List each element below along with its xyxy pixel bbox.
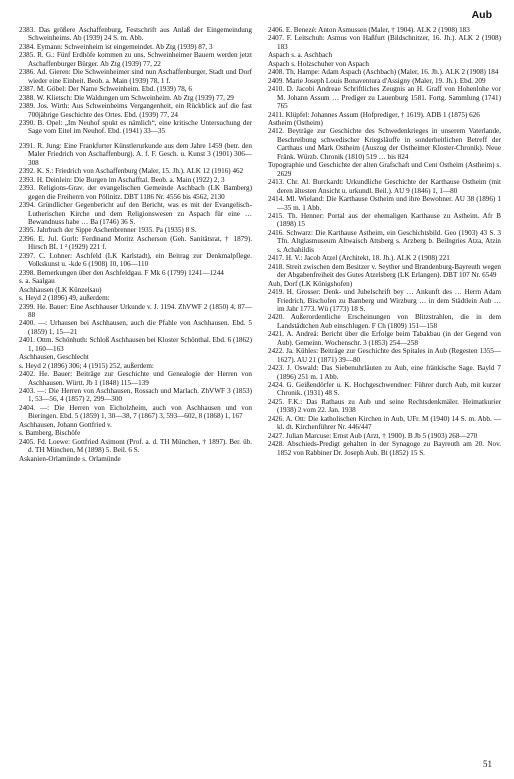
bibliography-entry: 2398. Bemerkungen über den Aschfeldgau. F Mk 6 (1799) 1241—1244 <box>19 268 224 277</box>
bibliography-entry: 2385. R. G.: Fünf Erdhöfe kommen zu uns, Schweinheimer Bauern werden jetzt Aschaffenburger Bürger. Ab Ztg (1939) 77, 22 <box>19 51 252 68</box>
bibliography-entry: 2412. Beyträge zur Geschichte des Schwedenkrieges in unserem Vaterlande, Beschreibung schwedischer Kriegsläuffe in sonderheitlichen Betreff der Carthaus und Mark Ostheim (Auszug der Ostheimer Kloster-Chronik). Neue Fränk. Würzb. Chronik (1810) 519 … bis 824 <box>268 127 501 161</box>
bibliography-entry: 2421. A. Andreä: Bericht über die Erfolge beim Tabakbau (in der Gegend von Aub). Gemeinn. Wochenschr. 3 (1853) 254—258 <box>268 330 501 347</box>
bibliography-entry: 2396. E. Jul. Gurlt: Ferdinand Moritz Ascherson (Geh. Sanitätsrat, † 1879). Hirsch BL 1 ² (1929) 221 f. <box>19 234 252 252</box>
bibliography-entry: 2428. Abschieds-Predigt gehalten in der Synagoge zu Bayreuth am 20. Nov. 1852 von Rabbiner Dr. Joseph Aub. Bt (1852) 15 S. <box>268 440 501 457</box>
bibliography-entry: 2417. H. V.: Jacob Atzel (Architekt, 18. Jh.). ALK 2 (1908) 221 <box>268 254 450 263</box>
bibliography-entry: 2405. Fd. Loewe: Gottfried Asimont (Prof. a. d. TH München, † 1897). Ber. üb. d. TH München, M (1898) 5. Beil. 6 S. <box>19 437 252 455</box>
bibliography-entry: s. Heyd 2 (1896) 49, außerdem: <box>19 294 110 303</box>
bibliography-entry: 2426. A. Ott: Die katholischen Kirchen in Aub, UFr. M (1940) 14 S. m. Abb. — kl. dt. Kirchenführer Nr. 446/447 <box>268 414 501 432</box>
bibliography-entry: 2388. W. Klietsch: Die Waldungen um Schweinheim. Ab Ztg (1939) 77, 29 <box>19 93 234 102</box>
bibliography-entry: 2407. F. Leitschuh: Asmus von Haßfurt (Bildschnitzer, 16. Jh.). ALK 2 (1908) 183 <box>268 34 501 51</box>
bibliography-entry: 2395. Jahrbuch der Sippe Aschenbrenner 1935. Pa (1935) 8 S. <box>19 226 197 235</box>
bibliography-entry: Aschhausen (LK Künzelsau) <box>19 285 102 294</box>
bibliography-entry: Aspach s. Holzschuher von Aspach <box>268 59 369 68</box>
left-column <box>19 26 252 463</box>
page-number: 51 <box>483 759 492 769</box>
bibliography-entry: 2406. E. Benezé: Anton Asmussen (Maler, † 1904). ALK 2 (1908) 183 <box>268 26 470 34</box>
bibliography-entry: Astheim (Ostheim) <box>268 118 323 127</box>
bibliography-entry: 2383. Das größere Aschaffenburg, Festschrift aus Anlaß der Eingemeindung Schweinheims. Ab (1939) 24 S. m. Abb. <box>19 26 252 43</box>
bibliography-entry: 2399. He. Bauer: Eine Aschhauser Urkunde v. J. 1194. ZhVWF 2 (1850) 4, 87—88 <box>19 302 252 319</box>
bibliography-entry: 2392. K. S.: Friedrich von Aschaffenburg (Maler, 15. Jh.). ALK 12 (1916) 462 <box>19 167 244 176</box>
bibliography-entry: 2420. Außerordentliche Erscheinungen von Blitzstrahlen, die in dem Landstädtchen Aub einschlugen. F Ch (1809) 151—158 <box>268 313 501 330</box>
bibliography-entry: 2391. R. Jung: Eine Frankfurter Künstlerurkunde aus dem Jahre 1459 (betr. den Maler Friedrich von Aschaffenburg). A. f. F. Gesch. u. Kunst 3 (1901) 306—308 <box>19 141 252 167</box>
bibliography-entry: s. Heyd 2 (1896) 306; 4 (1915) 252, außerdem: <box>19 361 154 370</box>
running-head: Aub <box>471 9 492 21</box>
bibliography-entry: Aschhausen, Johann Gottfried v. <box>19 420 112 429</box>
bibliography-entry: 2408. Th. Hampe: Adam Aspach (Aschbach) (Maler, 16. Jh.). ALK 2 (1908) 184 <box>268 68 499 77</box>
bibliography-entry: 2423. J. Oswald: Das Siebenuhrläuten zu Aub, eine fränkische Sage. Bayld 7 (1896) 251 m. 1 Abb. <box>268 364 501 381</box>
bibliography-entry: 2400. —: Urhausen bei Aschhausen, auch die Pfahle von Aschhausen. Ebd. 5 (1859) 1, 15—21 <box>19 319 252 336</box>
bibliography-entry: 2425. F.K.: Das Rathaus zu Aub und seine Rechtsdenkmäler. Heimatkurier (1938) 2 vom 22. Jan. 1938 <box>268 397 501 415</box>
bibliography-entry: 2419. H. Grosser: Denk- und Jubelschrift bey … Ankunft des … Herrn Adam Friedrich, Bischofen zu Bamberg und Wirzburg … in dem Städtlein Aub … im Jahr 1773. Wü (1773) 18 S. <box>268 288 501 313</box>
bibliography-entry: 2411. Klüpfel: Johannes Assum (Hofprediger, † 1619). ADB 1 (1875) 626 <box>268 110 480 119</box>
bibliography-entry: 2404. —: Die Herren von Eicholzheim, auch von Aschhausen und von Bieringen. Ebd. 5 (1859) 1, 30—38, 7 (1867) 3, 593—602, 8 (1868) 1, 167 <box>19 403 252 421</box>
bibliography-entry: 2394. Gründlicher Gegenbericht auf den Bericht, was es mit der Evangelisch-Lutherischen Kirche und dem Religionswesen zu Aspach für eine … Bewandnuss habe … Ba (1746) 36 S. <box>19 201 252 226</box>
right-column <box>268 26 501 457</box>
bibliography-entry: 2393. H. Deinlein: Die Burgen im Aschafftal. Beob. a. Main (1922) 2, 3 <box>19 175 225 184</box>
bibliography-entry: 2401. Ottm. Schönhuth: Schloß Aschhausen bei Kloster Schönthal. Ebd. 6 (1862) 1, 160—163 <box>19 336 252 353</box>
bibliography-entry: 2386. Ad. Gieren: Die Schweinheimer sind nun Aschaffenburger, Stadt und Dorf wieder eine Einheit. Beob. a. Main (1939) 78, 1 f. <box>19 68 252 85</box>
bibliography-entry: 2397. C. Lohner: Aschfeld (LK Karlstadt), ein Beitrag zur Denkmalpflege. Volkskunst u. -kde 6 (1908) 10, 106—110 <box>19 251 252 269</box>
bibliography-entry: Askanien-Orlamünde s. Orlamünde <box>19 454 121 463</box>
bibliography-entry: 2415. Th. Henner: Portal aus der ehemaligen Karthause zu Astheim. Afr B (1898) 15 <box>268 211 501 229</box>
bibliography-entry: 2427. Julian Marcuse: Ernst Aub (Arzt, † 1900). B Jb 5 (1903) 268—270 <box>268 431 478 440</box>
bibliography-entry: 2389. Jos. Wirth: Aus Schweinheims Vergangenheit, ein Rückblick auf die fast 700jährige Geschichte des Ortes. Ebd. (1939) 77, 24 <box>19 102 252 119</box>
bibliography-entry: 2403. —: Die Herren von Aschhausen, Rossach und Marlach. ZhVWF 3 (1853) 1, 53—56, 4 (1857) 2, 299—300 <box>19 387 252 404</box>
bibliography-entry: s. a. Saalgau <box>19 277 55 286</box>
bibliography-entry: 2424. G. Geißendörfer u. K. Hochgeschwendner: Führer durch Aub, mit kurzer Chronik. (1931) 48 S. <box>268 381 501 398</box>
bibliography-entry: 2418. Streit zwischen dem Besitzer v. Seyther und Brandenburg-Bayreuth wegen der Abgabenfreiheit des Gutes Atzelsberg (LK Erlangen). DBT 107 Nr. 6549 <box>268 262 501 280</box>
bibliography-entry: 2402. He. Bauer: Beiträge zur Geschichte und Genealogie der Herren von Aschhausen. Württ. Jb 1 (1848) 115—139 <box>19 370 252 387</box>
bibliography-entry: 2409. Marie Joseph Louis Bonaventura d'Assigny (Maler, 19. Jh.). Ebd. 209 <box>268 76 486 85</box>
bibliography-entry: 2414. Ml. Wieland: Die Karthause Ostheim und ihre Bewohner. AU 38 (1896) 1—35 m. 1 Abb. <box>268 195 501 212</box>
bibliography-entry: 2393. Religions-Grav. der evangelischen Gemeinde Aschbach (LK Bamberg) gegen die Freiherrn von Pöllnitz. DBT 1186 Nr. 4556 bis 4562, 2130 <box>19 184 252 201</box>
bibliography-entry: 2387. M. Göbel: Der Name Schweinheim. Ebd. (1939) 78, 6 <box>19 85 192 94</box>
bibliography-entry: 2416. Schwarz: Die Karthause Astheim, ein Geschichtsbild. Geo (1903) 43 S. 3 Tfn. Altglasmuseum Altwaisch Attsberg s. Arzberg b. Beilngries Atza, Atzin s. Achahildis <box>268 228 501 254</box>
bibliography-entry: s. Bamberg, Bischöfe <box>19 429 81 438</box>
bibliography-entry: 2390. B. Opel: „Im Neuhof spukt es nämlich“, eine kritische Untersuchung der Sage vom Eitel im Neuhof. Ebd. (1941) 33—35 <box>19 118 252 136</box>
bibliography-entry: Aub, Dorf (LK Königshofen) <box>268 279 353 288</box>
bibliography-entry: 2384. Eymann: Schweinheim ist eingemeindet. Ab Ztg (1939) 87, 3 <box>19 42 213 51</box>
bibliography-entry: 2422. Ja. Kühles: Beiträge zur Geschichte des Spitales in Aub (Regesten 1355—1627). AU 21 (1871) 39—80 <box>268 347 501 364</box>
bibliography-entry: Topographie und Geschichte der alten Grafschaft und Cent Ostheim (Astheim) s. 2629 <box>268 161 501 178</box>
bibliography-entry: Aschhausen, Geschlecht <box>19 353 89 362</box>
bibliography-entry: 2413. Chr. Al. Burckardt: Urkundliche Geschichte der Karthause Ostheim (mit deren ältesten Ansicht u. urkundl. Beil.). AU 9 (1846) 1, 1—80 <box>268 178 501 195</box>
bibliography-entry: 2410. D. Jacobi Andreae Schriftliches Zeugnis an H. Graff von Hohenlohe vor M. Johann Assum … Prediger zu Lauenburg 1581. Fortg. Sammlung (1741) 765 <box>268 85 501 111</box>
bibliography-entry: Aspach s. a. Aschbach <box>268 51 333 60</box>
